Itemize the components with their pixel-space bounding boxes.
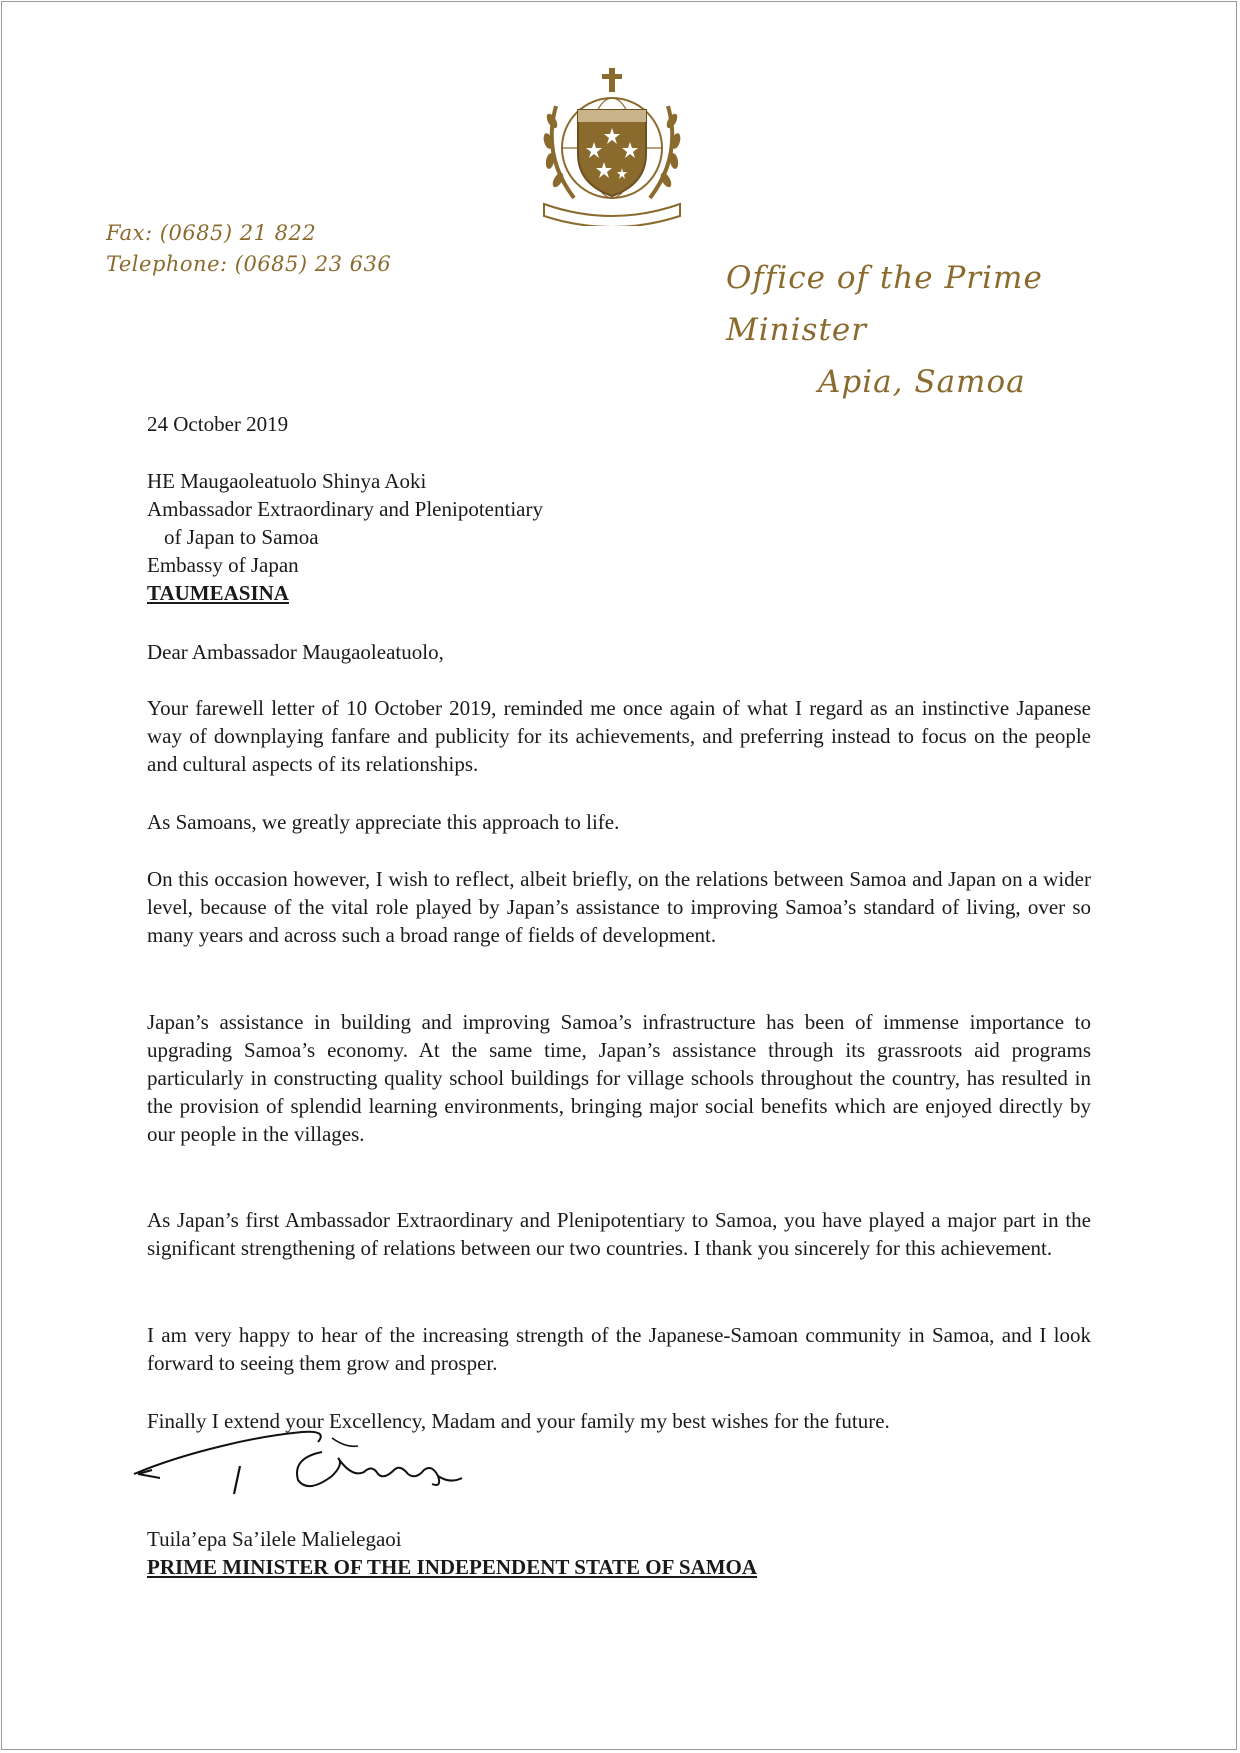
paragraph: As Samoans, we greatly appreciate this approach to life. xyxy=(147,810,620,834)
recipient-organization: Embassy of Japan xyxy=(147,553,299,577)
samoa-coat-of-arms-icon xyxy=(534,66,690,226)
paragraph: Japan’s assistance in building and improving Samoa’s infrastructure has been of immense importance to upgrading Samoa’s economy. At the same time, Japan’s assistance through its grassroots aid programs particularly in constructing quality school buildings for village schools throughout the country, has resulted in the provision of splendid learning environments, bringing major social benefits which are enjoyed directly by our people in the villages. xyxy=(147,1010,1091,1146)
salutation: Dear Ambassador Maugaoleatuolo, xyxy=(147,640,444,664)
recipient-address xyxy=(147,467,1091,607)
recipient-city: TAUMEASINA xyxy=(147,581,289,605)
fax-number: Fax: (0685) 21 822 xyxy=(106,221,317,245)
recipient-name: HE Maugaoleatuolo Shinya Aoki xyxy=(147,469,427,493)
paragraph: Your farewell letter of 10 October 2019, reminded me once again of what I regard as an instinctive Japanese way of downplaying fanfare and publicity for its achievements, and preferring instead to focus on the people and cultural aspects of its relationships. xyxy=(147,696,1091,776)
signatory-title: PRIME MINISTER OF THE INDEPENDENT STATE OF SAMOA xyxy=(147,1555,758,1579)
letter-date: 24 October 2019 xyxy=(147,412,289,436)
signatory-name: Tuila’epa Sa’ilele Malielegaoi xyxy=(147,1527,402,1551)
recipient-title-line1: Ambassador Extraordinary and Plenipotentiary xyxy=(147,497,543,521)
paragraph: As Japan’s first Ambassador Extraordinary and Plenipotentiary to Samoa, you have played a major part in the significant strengthening of relations between our two countries. I thank you sincerely for this achievement. xyxy=(147,1208,1091,1260)
letterhead-office xyxy=(700,252,1170,408)
handwritten-signature xyxy=(132,1418,512,1528)
letterhead-contact xyxy=(106,218,391,280)
office-name: Office of the Prime Minister xyxy=(726,260,1043,348)
recipient-title-line2: of Japan to Samoa xyxy=(164,525,319,549)
closing-paragraph: Finally I extend your Excellency, Madam and your family my best wishes for the future. xyxy=(147,1409,890,1433)
paragraph: I am very happy to hear of the increasing strength of the Japanese-Samoan community in Samoa, and I look forward to seeing them grow and prosper. xyxy=(147,1323,1091,1375)
telephone-number: Telephone: (0685) 23 636 xyxy=(106,252,392,276)
signatory-block xyxy=(147,1525,1091,1581)
office-location: Apia, Samoa xyxy=(818,364,1026,400)
paragraph: On this occasion however, I wish to reflect, albeit briefly, on the relations between Samoa and Japan on a wider level, because of the vital role played by Japan’s assistance to improving Samoa’s standard of living, over so many years and across such a broad range of fields of development. xyxy=(147,867,1091,947)
